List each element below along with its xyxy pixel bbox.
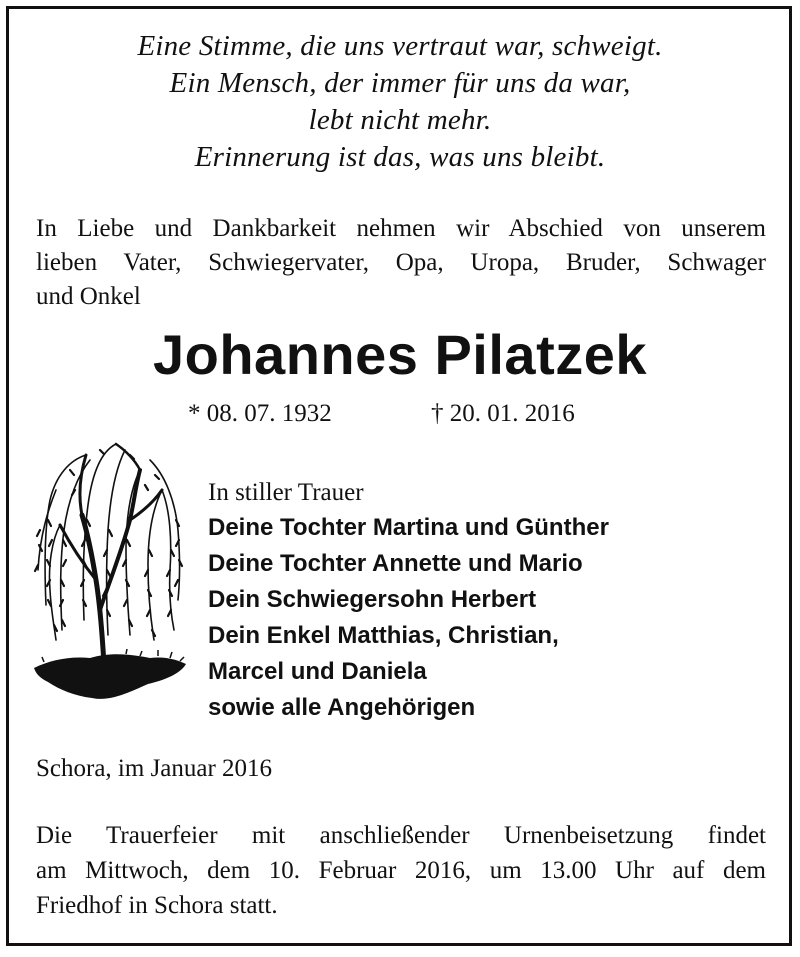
place-date: Schora, im Januar 2016 [36,755,273,782]
mourner-line: Deine Tochter Martina und Günther [208,514,609,541]
weeping-willow-icon [30,430,190,710]
funeral-line: am Mittwoch, dem 10. Februar 2016, um 13.00 Uhr auf dem [36,857,766,884]
mourner-line: Marcel und Daniela [208,658,427,685]
intro-text [36,212,766,314]
intro-line: und Onkel [36,283,141,310]
birth-date: * 08. 07. 1932 [188,400,332,427]
mourners-lead: In stiller Trauer [208,479,364,506]
poem-line: lebt nicht mehr. [308,104,492,136]
mourner-line: Dein Schwiegersohn Herbert [208,586,537,613]
mourner-line: sowie alle Angehörigen [208,694,476,721]
deceased-name: Johannes Pilatzek [152,323,647,386]
intro-line: In Liebe und Dankbarkeit nehmen wir Abschied von unserem [36,215,766,242]
mourner-line: Deine Tochter Annette und Mario [208,550,583,577]
poem-line: Eine Stimme, die uns vertraut war, schweigt. [137,30,663,62]
death-date: † 20. 01. 2016 [431,400,575,427]
funeral-info [36,818,766,923]
funeral-line: Die Trauerfeier mit anschließender Urnenbeisetzung findet [36,822,766,849]
funeral-line: Friedhof in Schora statt. [36,892,278,919]
mourners-block [208,476,768,726]
poem-line: Ein Mensch, der immer für uns da war, [169,67,631,99]
intro-line: lieben Vater, Schwiegervater, Opa, Uropa, Bruder, Schwager [36,249,766,276]
poem-line: Erinnerung ist das, was uns bleibt. [194,141,606,173]
poem [0,28,800,176]
mourner-line: Dein Enkel Matthias, Christian, [208,622,559,649]
